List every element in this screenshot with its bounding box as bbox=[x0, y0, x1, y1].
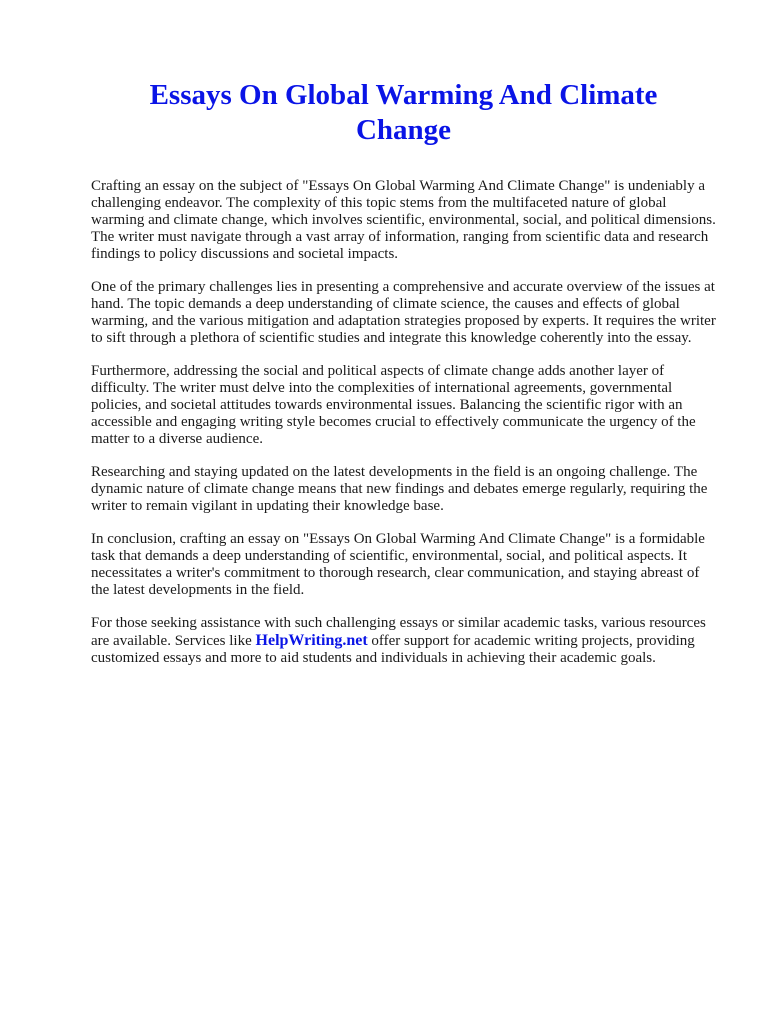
document-title bbox=[91, 78, 716, 148]
paragraph-challenges: One of the primary challenges lies in presenting a comprehensive and accurate overview of the issues at hand. The topic demands a deep understanding of climate science, the causes and effects of global warming, and the various mitigation and adaptation strategies proposed by experts. It requires the writer to sift through a plethora of scientific studies and integrate this knowledge coherently into the essay. bbox=[91, 279, 716, 346]
paragraph-research: Researching and staying updated on the latest developments in the field is an ongoing challenge. The dynamic nature of climate change means that new findings and debates emerge regularly, requiring the writer to remain vigilant in updating their knowledge base. bbox=[91, 464, 708, 514]
paragraph-intro: Crafting an essay on the subject of "Essays On Global Warming And Climate Change" is undeniably a challenging endeavor. The complexity of this topic stems from the multifaceted nature of global warming and climate change, which involves scientific, environmental, social, and political dimensions. The writer must navigate through a vast array of information, ranging from scientific data and research findings to policy discussions and societal impacts. bbox=[91, 178, 716, 262]
title-line-2: Change bbox=[355, 114, 452, 146]
assistance-text-before-link: For those seeking assistance with such challenging essays or similar academic tasks, various resources are available. Services like bbox=[91, 615, 706, 649]
paragraph-assistance bbox=[91, 615, 716, 667]
paragraph-social-political: Furthermore, addressing the social and political aspects of climate change adds another layer of difficulty. The writer must delve into the complexities of international agreements, governmental policies, and societal attitudes towards environmental issues. Balancing the scientific rigor with an accessible and engaging writing style becomes crucial to effectively communicate the urgency of the matter to a diverse audience. bbox=[91, 363, 696, 447]
paragraph-conclusion: In conclusion, crafting an essay on "Essays On Global Warming And Climate Change" is a formidable task that demands a deep understanding of scientific, environmental, social, and political aspects. It necessitates a writer's commitment to thorough research, clear communication, and staying abreast of the latest developments in the field. bbox=[91, 531, 705, 598]
title-line-1: Essays On Global Warming And Climate bbox=[149, 79, 658, 111]
assistance-text-after-link: offer support for academic writing projects, providing customized essays and more to aid students and individuals in achieving their academic goals. bbox=[91, 633, 695, 666]
helpwriting-link[interactable]: HelpWriting.net bbox=[255, 632, 368, 649]
